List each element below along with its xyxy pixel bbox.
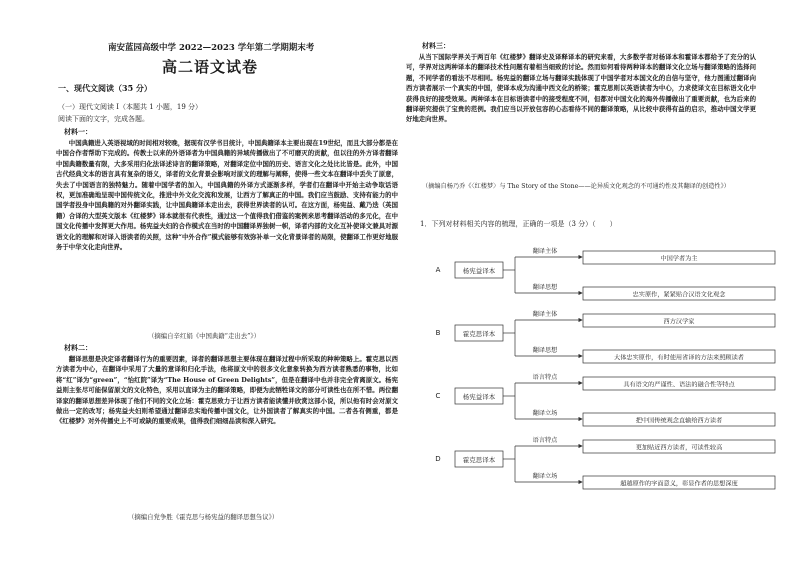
option-letter-d: D: [435, 455, 441, 463]
material2-text: 翻译思想是决定译者翻译行为的重要因素，译者的翻译思想主要体现在翻译过程中所采取的种种策略上。霍克思以西方读者为中心，在翻译中采用了大量的意译和归化手法，他将原文中的很多文化意象转换为西方读者熟悉的事物，比如将“红”译为“green”，“怡红院”译为“The House of Green Delights”，但是在翻译中也并非完全背离原文。杨宪益则主张尽可能保留原文的文化特色，采用以直译为主的翻译策略，即便为此牺牲译文的部分可读性也在所不惜。两位翻译家的翻译思想差异体现了他们不同的文化立场：霍克思致力于让西方读者能读懂并欣赏这部小说，所以他有时会对原文做出一定的改写；杨宪益夫妇则希望通过翻译忠实地传播中国文化，让外国读者了解真实的中国。二者各有侧重，都是《红楼梦》对外传播史上不可或缺的重要成果，值得我们细细品读和深入研究。: [56, 355, 398, 426]
branch-label: 翻译主体: [532, 248, 558, 255]
material3-text: 从当下国际学界关于两百年《红楼梦》翻译史及译释译本的研究来看，大多数学者对杨译本和霍译本都给予了充分的认可，学界对这两种译本的翻译技术性问题有着相当细致的讨论。然而如何看待两种译本的翻译文化立场与翻译策略的选择问题，不同学者的看法不尽相同。杨宪益的翻译立场与翻译实践体现了中国学者对本国文化的自信与坚守，他力图通过翻译向西方读者展示一个真实的中国，使译本成为沟通中西文化的桥梁；霍克思则以英语读者为中心，力求使译文在目标语文化中获得良好的接受效果。两种译本在目标语读者中的接受程度不同，但都对中国文化的海外传播做出了重要贡献，也为后来的翻译研究提供了宝贵的范例。我们应当以开放包容的心态看待不同的翻译策略，从比较中获得有益的启示，推动中国文学更好地走向世界。: [406, 53, 756, 124]
branch-label: 翻译立场: [532, 410, 558, 417]
school-header: 南安蓝园高级中学 2022—2023 学年第二学期期末考: [108, 43, 315, 53]
instruction-text: 阅读下面的文字，完成各题。: [58, 115, 149, 123]
section-heading: 一、现代文阅读（35 分）: [58, 83, 152, 93]
branch-label: 翻译立场: [532, 473, 558, 480]
branch-label: 翻译思想: [532, 284, 558, 291]
branch-label: 翻译思想: [532, 347, 558, 354]
result-text: 忠实原作，紧紧贴合汉语文化观念: [632, 291, 726, 299]
result-text: 更加贴近西方读者，可读性较高: [635, 444, 723, 452]
subsection-heading: （一）现代文阅读 I（本题共 1 小题，19 分）: [58, 103, 203, 111]
option-letter-a: A: [435, 266, 441, 274]
translator-label: 杨宪益译本: [462, 267, 496, 275]
translator-label: 杨宪益译本: [462, 393, 496, 401]
result-text: 超越原作的字面意义，彰显作者的思想深度: [620, 480, 738, 488]
exam-title: 高二语文试卷: [162, 58, 259, 76]
option-letter-b: B: [435, 329, 441, 337]
option-letter-c: C: [435, 392, 441, 400]
result-text: 大体忠实原作，有时使用省译的方法来照顾读者: [614, 354, 744, 362]
material2-label: 材料二：: [64, 343, 92, 352]
result-text: 中国学者为主: [660, 255, 698, 263]
material2-source: （摘编自党争胜《霍克思与杨宪益的翻译思想刍议》）: [128, 513, 279, 521]
translator-label: 霍克思译本: [462, 456, 496, 464]
result-text: 具有语文的严谨性、语法的融合性等特点: [623, 381, 735, 389]
material1-source: （摘编自辛红娟《中国典籍“走出去”》）: [148, 332, 260, 340]
branch-label: 语言特点: [532, 437, 558, 444]
branch-label: 翻译主体: [532, 311, 558, 318]
result-text: 西方汉学家: [663, 318, 695, 326]
material3-source: （摘编自杨乃乔《〈红楼梦〉与 The Story of the Stone——论异质文化观念的不可通约性及其翻译的创造性》）: [422, 183, 730, 190]
material1-label: 材料一：: [64, 127, 92, 136]
translator-label: 霍克思译本: [462, 330, 496, 338]
branch-label: 语言特点: [532, 374, 558, 381]
material3-label: 材料三：: [422, 41, 450, 50]
material1-text: 中国典籍进入英语视域的时间相对较晚，据现有汉学书目统计，中国典籍译本主要出现在19世纪，而且大部分都是在中国合作者帮助下完成的。传教士以来的外语译者为中国典籍的异域传播做出了不可磨灭的贡献，但以往的外方译者翻译中国典籍数量有限，大多采用归化法译述诗言的翻译策略，对翻译定位中国的历史、语言文化之处比比皆是。此外，中国古代经典文本的语言具有复杂的语义，译者的文化背景会影响对原文的理解与阐释，使得一些文本在翻译中丢失了原意，失去了中国语言的独特魅力。随着中国学者的加入，中国典籍的外译方式逐渐多样，学者们在翻译中开始主动争取话语权，更加准确地呈现中国传统文化，推进中外文化交流和发展，让西方了解真正的中国。我们应当鼓励、支持有能力的中国学者投身中国典籍的对外翻译实践，让中国典籍译本走出去，获得世界读者的认可。在这方面，杨宪益、戴乃迭（英国籍）合译的大型英文版本《红楼梦》译本就很有代表性，通过这一个值得我们借鉴的案例来思考翻译活动的多元化，在中国文化传播中发挥更大作用。杨宪益夫妇的合作模式在当时的中国翻译界独树一帜，译者内部的文化互补使译文兼具对源语文化的理解和对译入语读者的关照，这种“中外合作”模式能够有效弥补单一文化背景译者的局限，使翻译工作更好地服务于中华文化走向世界。: [56, 139, 398, 252]
question1-stem: 1．下列对材料相关内容的梳理，正确的一项是（3 分）（ ）: [420, 220, 617, 228]
result-text: 把中国传统观念直输给西方读者: [635, 417, 723, 425]
